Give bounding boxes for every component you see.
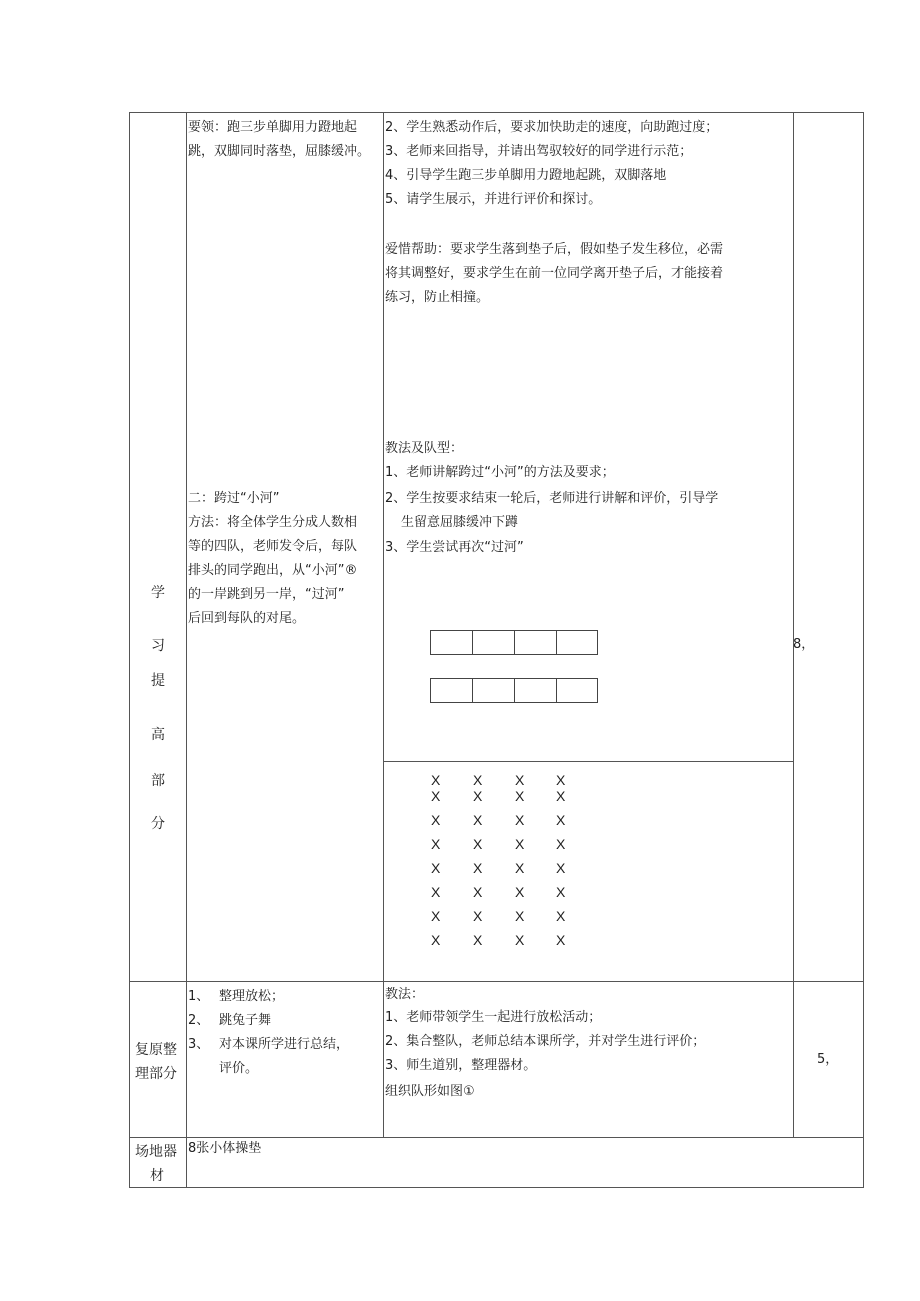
student-mark: X xyxy=(556,812,566,828)
mat xyxy=(514,630,557,655)
item-text: 对本课所学进行总结， xyxy=(219,1037,350,1052)
item-number: 3、 xyxy=(188,1037,210,1052)
method-item: 3、师生道别，整理器材。 xyxy=(385,1058,537,1073)
mat xyxy=(472,630,515,655)
student-mark: X xyxy=(473,884,483,900)
student-mark: X xyxy=(515,884,525,900)
student-mark: X xyxy=(515,860,525,876)
student-mark: X xyxy=(431,932,441,948)
student-mark: X xyxy=(556,772,566,788)
section1-time: 8， xyxy=(793,637,815,652)
student-mark: X xyxy=(515,772,525,788)
method-line: 排头的同学跑出，从“小河”® xyxy=(188,563,358,578)
student-mark: X xyxy=(431,908,441,924)
section-label-char: 提 xyxy=(151,673,165,689)
section2-label-line: 复原整 xyxy=(135,1042,177,1058)
section3-label-line: 场地器 xyxy=(135,1144,177,1160)
student-mark: X xyxy=(473,772,483,788)
method-line: 等的四队，老师发令后，每队 xyxy=(188,539,358,554)
equipment-text: 8张小体操垫 xyxy=(188,1141,262,1156)
student-mark: X xyxy=(431,836,441,852)
method-line: 的一岸跳到另一岸，“过河” xyxy=(188,587,345,602)
method-item: 2、学生按要求结束一轮后，老师进行讲解和评价，引导学 xyxy=(385,491,719,506)
student-mark: X xyxy=(556,836,566,852)
student-mark: X xyxy=(515,836,525,852)
section-label-char: 部 xyxy=(151,773,165,789)
item-text: 整理放松； xyxy=(219,989,285,1004)
student-mark: X xyxy=(431,884,441,900)
method-item: 3、学生尝试再次“过河” xyxy=(385,540,524,555)
section2-time: 5， xyxy=(817,1052,839,1067)
student-mark: X xyxy=(515,812,525,828)
mat xyxy=(430,630,473,655)
activity-title: 二：跨过“小河” xyxy=(188,491,280,506)
method-item: 2、集合整队，老师总结本课所学，并对学生进行评价； xyxy=(385,1034,706,1049)
mat xyxy=(556,630,598,655)
essentials-line: 要领：跑三步单脚用力蹬地起 xyxy=(188,120,358,135)
student-mark: X xyxy=(515,908,525,924)
section-label-char: 高 xyxy=(151,727,165,743)
method-item: 1、老师讲解跨过“小河”的方法及要求； xyxy=(385,465,615,480)
item-number: 1、 xyxy=(188,989,210,1004)
item-text: 评价。 xyxy=(219,1061,259,1076)
mat xyxy=(556,678,598,703)
method-line: 后回到每队的对尾。 xyxy=(188,611,306,626)
method-title: 教法及队型： xyxy=(385,441,464,456)
student-mark: X xyxy=(431,812,441,828)
mat xyxy=(472,678,515,703)
student-mark: X xyxy=(473,788,483,804)
section-label-char: 学 xyxy=(151,585,165,601)
student-mark: X xyxy=(431,772,441,788)
method-item: 组织队形如图① xyxy=(385,1084,475,1099)
safety-line: 练习，防止相撞。 xyxy=(385,290,490,305)
mat xyxy=(514,678,557,703)
student-mark: X xyxy=(473,860,483,876)
item-number: 2、 xyxy=(188,1013,210,1028)
step-line: 2、学生熟悉动作后，要求加快助走的速度，向助跑过度； xyxy=(385,120,719,135)
student-mark: X xyxy=(556,788,566,804)
student-mark: X xyxy=(473,932,483,948)
step-line: 3、老师来回指导，并请出驾驭较好的同学进行示范； xyxy=(385,144,693,159)
step-line: 5、请学生展示，并进行评价和探讨。 xyxy=(385,192,602,207)
student-mark: X xyxy=(556,860,566,876)
method-title: 教法： xyxy=(385,987,425,1002)
student-mark: X xyxy=(556,932,566,948)
student-mark: X xyxy=(515,788,525,804)
section3-label-line: 材 xyxy=(150,1168,164,1184)
student-mark: X xyxy=(473,812,483,828)
section-label-char: 分 xyxy=(151,816,165,832)
student-mark: X xyxy=(473,908,483,924)
safety-line: 将其调整好，要求学生在前一位同学离开垫子后，才能接着 xyxy=(385,266,724,281)
student-mark: X xyxy=(473,836,483,852)
section2-label-line: 理部分 xyxy=(135,1066,177,1082)
student-mark: X xyxy=(431,860,441,876)
method-line: 方法：将全体学生分成人数相 xyxy=(188,515,358,530)
student-mark: X xyxy=(431,788,441,804)
step-line: 4、引导学生跑三步单脚用力蹬地起跳，双脚落地 xyxy=(385,168,667,183)
mat xyxy=(430,678,473,703)
item-text: 跳兔子舞 xyxy=(219,1013,272,1028)
section-label-char: 习 xyxy=(151,638,165,654)
method-item: 生留意屈膝缓冲下蹲 xyxy=(401,515,519,530)
essentials-line: 跳，双脚同时落垫，屈膝缓冲。 xyxy=(188,144,371,159)
safety-line: 爱惜帮助：要求学生落到垫子后，假如垫子发生移位，必需 xyxy=(385,242,724,257)
student-mark: X xyxy=(556,884,566,900)
method-item: 1、老师带领学生一起进行放松活动； xyxy=(385,1010,602,1025)
student-mark: X xyxy=(556,908,566,924)
student-mark: X xyxy=(515,932,525,948)
